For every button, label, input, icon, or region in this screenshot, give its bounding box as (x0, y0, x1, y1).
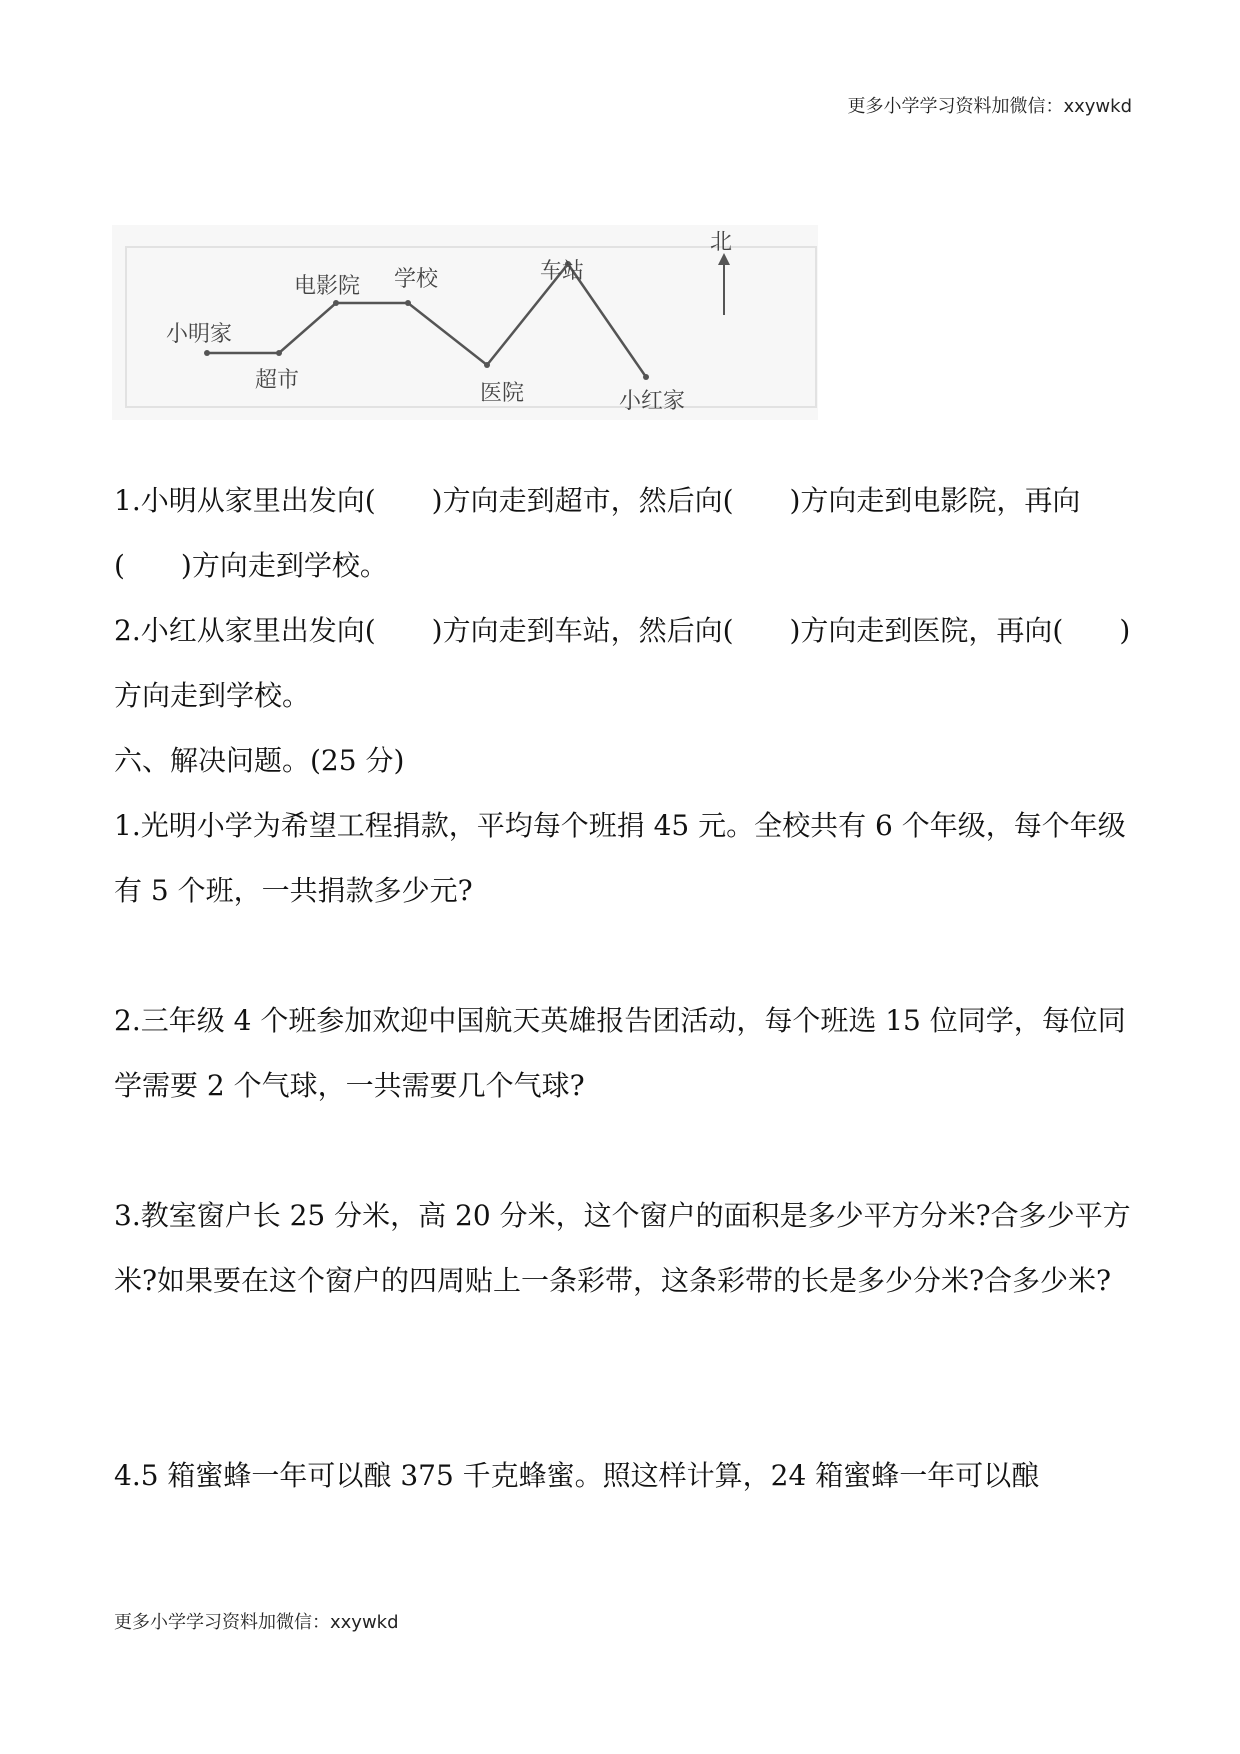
question-content (114, 468, 1134, 1508)
question-2: 2.小红从家里出发向( )方向走到车站，然后向( )方向走到医院，再向( )方向走到学校。 (114, 614, 1131, 712)
cinema-point (333, 300, 339, 306)
xiaoming-home-label: 小明家 (166, 322, 233, 347)
problem-1: 1.光明小学为希望工程捐款，平均每个班捐 45 元。全校共有 6 个年级，每个年级有 5 个班，一共捐款多少元? (114, 809, 1126, 907)
school-label: 学校 (394, 267, 439, 292)
xiaoming-home-point (204, 350, 210, 356)
hospital-label: 医院 (480, 381, 525, 406)
supermarket-label: 超市 (255, 368, 300, 393)
station-label: 车站 (540, 259, 585, 284)
footer-note: 更多小学学习资料加微信：xxywkd (114, 1612, 399, 1633)
answer-space-1 (114, 923, 1134, 988)
school-point (405, 300, 411, 306)
route-map (112, 225, 818, 420)
xiaohong-home-label: 小红家 (619, 389, 686, 414)
answer-space-3 (114, 1313, 1134, 1443)
supermarket-point (276, 350, 282, 356)
hospital-point (484, 362, 490, 368)
cinema-label: 电影院 (294, 274, 361, 299)
problem-2: 2.三年级 4 个班参加欢迎中国航天英雄报告团活动，每个班选 15 位同学，每位同学需要 2 个气球，一共需要几个气球? (114, 1004, 1126, 1102)
xiaohong-home-point (643, 374, 649, 380)
problem-4: 4.5 箱蜜蜂一年可以酿 375 千克蜂蜜。照这样计算，24 箱蜜蜂一年可以酿 (114, 1459, 1040, 1492)
section-title: 六、解决问题。(25 分) (114, 744, 405, 777)
answer-space-2 (114, 1118, 1134, 1183)
problem-3: 3.教室窗户长 25 分米，高 20 分米，这个窗户的面积是多少平方分米?合多少平方米?如果要在这个窗户的四周贴上一条彩带，这条彩带的长是多少分米?合多少米? (114, 1199, 1131, 1297)
north-label: 北 (710, 230, 733, 255)
header-note: 更多小学学习资料加微信：xxywkd (847, 96, 1132, 117)
question-1: 1.小明从家里出发向( )方向走到超市，然后向( )方向走到电影院，再向( )方向走到学校。 (114, 484, 1081, 582)
